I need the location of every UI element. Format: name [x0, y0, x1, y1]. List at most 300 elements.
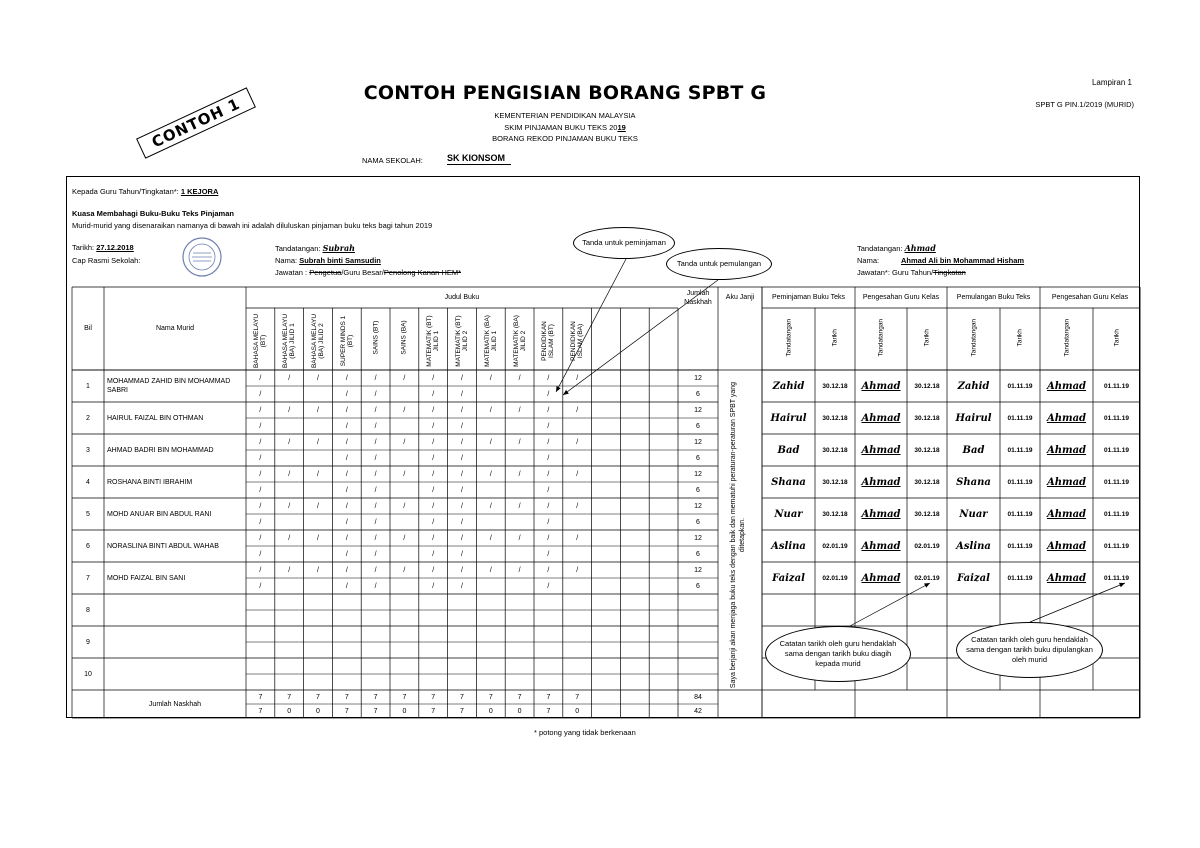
header-signature-1: Tandatangan — [784, 318, 792, 357]
total-return-cell: 0 — [287, 707, 292, 715]
footnote: * potong yang tidak berkenaan — [534, 728, 636, 737]
return-mark: / — [374, 390, 377, 398]
row-bil: 8 — [86, 606, 90, 614]
borrow-mark: / — [345, 470, 348, 478]
row-total-borrow: 12 — [694, 374, 702, 382]
borrow-mark: / — [576, 470, 579, 478]
borrow-mark: / — [317, 534, 319, 542]
row-total-borrow: 12 — [694, 438, 702, 446]
return-mark: / — [461, 454, 463, 462]
borrow-mark: / — [461, 374, 463, 382]
student-name: NORASLINA BINTI ABDUL WAHAB — [107, 542, 219, 550]
borrow-mark: / — [547, 406, 550, 414]
borrow-mark: / — [432, 502, 435, 510]
return-date: 01.11.19 — [1007, 510, 1033, 518]
header-date-4: Tarikh — [1112, 329, 1120, 347]
borrow-mark: / — [259, 374, 262, 382]
teacher-verify-signature: Ahmad — [861, 508, 901, 520]
header-signature-4: Tandatangan — [1062, 318, 1070, 357]
borrow-mark: / — [317, 470, 319, 478]
borrow-mark: / — [317, 438, 319, 446]
header-book-10: MATEMATIK (BA) JILID 2 — [512, 315, 527, 367]
role-prefix: Jawatan : — [275, 268, 308, 277]
student-borrow-signature: Faizal — [772, 572, 805, 584]
return-mark: / — [345, 518, 348, 526]
borrow-mark: / — [518, 566, 521, 574]
teacher-return-signature: Ahmad — [1046, 540, 1087, 552]
verify-date: 30.12.18 — [914, 382, 940, 390]
borrow-mark: / — [547, 534, 550, 542]
statement-label: Murid-murid yang disenaraikan namanya di bawah ini adalah diluluskan pinjaman buku teks bagi tahun 2019 — [72, 221, 433, 230]
borrow-mark: / — [461, 406, 463, 414]
return-verify-date: 01.11.19 — [1104, 542, 1129, 550]
stamp-label: Cap Rasmi Sekolah: — [72, 256, 141, 265]
total-return-cell: 0 — [575, 707, 580, 715]
borrow-mark: / — [288, 406, 291, 414]
return-mark: / — [374, 486, 377, 494]
return-mark: / — [432, 454, 435, 462]
total-return-cell: 7 — [431, 707, 436, 715]
borrow-mark: / — [288, 502, 291, 510]
return-date-note: Catatan tarikh oleh guru hendaklah sama dengan tarikh buku dipulangkan oleh murid — [956, 622, 1103, 678]
role-struck-1: Pengetua — [309, 268, 342, 277]
to-value: 1 KEJORA — [180, 187, 219, 196]
row-total-return: 6 — [696, 454, 700, 462]
student-name: ROSHANA BINTI IBRAHIM — [107, 478, 193, 486]
verify-date: 02.01.19 — [914, 542, 940, 550]
return-date: 01.11.19 — [1007, 414, 1033, 422]
promise-text: Saya berjanji akan menjaga buku teks dengan baik dan mematuhi peraturan-peraturan SPBT yang ditetapkan. — [730, 381, 746, 689]
student-borrow-signature: Nuar — [774, 508, 803, 520]
borrow-mark: / — [403, 374, 406, 382]
role2-prefix: Jawatan*: Guru Tahun/ — [857, 268, 934, 277]
borrow-mark: / — [345, 374, 348, 382]
header-group-2: Pengesahan Guru Kelas — [862, 294, 940, 301]
header-group-3: Pemulangan Buku Teks — [956, 294, 1031, 301]
borrow-mark: / — [576, 566, 579, 574]
date-value: 27.12.2018 — [96, 243, 134, 252]
student-return-signature: Aslina — [956, 540, 991, 552]
borrow-mark: / — [374, 438, 377, 446]
return-mark: / — [547, 390, 550, 398]
return-mark: / — [259, 582, 262, 590]
student-return-signature: Faizal — [957, 572, 990, 584]
teacher-return-signature: Ahmad — [1046, 444, 1087, 456]
total-return-cell: 7 — [258, 707, 263, 715]
borrow-mark: / — [489, 470, 492, 478]
verify-date: 30.12.18 — [914, 446, 940, 454]
teacher-verify-signature: Ahmad — [861, 444, 901, 456]
student-name: HAIRUL FAIZAL BIN OTHMAN — [107, 414, 204, 422]
header-date-1: Tarikh — [831, 329, 839, 347]
return-mark-note: Tanda untuk pemulangan — [666, 248, 772, 280]
borrow-mark: / — [576, 534, 579, 542]
borrow-mark: / — [432, 566, 435, 574]
borrow-mark: / — [489, 534, 492, 542]
signature2-value: Ahmad — [904, 243, 936, 253]
name2-label: Nama: — [857, 256, 880, 265]
borrow-mark: / — [345, 502, 348, 510]
page-title: CONTOH PENGISIAN BORANG SPBT G — [363, 82, 767, 104]
teacher-verify-signature: Ahmad — [861, 572, 901, 584]
header-book-7: MATEMATIK (BT) JILID 1 — [426, 315, 441, 367]
borrow-mark: / — [317, 502, 319, 510]
total-borrow-cell: 7 — [344, 693, 349, 701]
return-mark: / — [547, 518, 550, 526]
header-group-1: Peminjaman Buku Teks — [771, 294, 846, 301]
total-return-cell: 0 — [517, 707, 522, 715]
return-mark: / — [432, 582, 435, 590]
total-return-cell: 7 — [373, 707, 378, 715]
row-bil: 6 — [86, 542, 90, 550]
borrow-mark: / — [403, 534, 406, 542]
borrow-mark: / — [288, 470, 291, 478]
student-borrow-signature: Hairul — [770, 412, 807, 424]
total-borrow-cell: 7 — [287, 693, 292, 701]
return-mark: / — [259, 390, 262, 398]
borrow-mark: / — [432, 406, 435, 414]
total-borrow-cell: 7 — [575, 693, 580, 701]
row-bil: 7 — [86, 574, 90, 582]
scheme-year: 19 — [617, 123, 626, 132]
date-label: Tarikh: — [72, 243, 95, 252]
row-total-return: 6 — [696, 550, 700, 558]
borrow-mark: / — [489, 374, 492, 382]
return-mark: / — [461, 390, 463, 398]
return-mark: / — [432, 550, 435, 558]
student-name: AHMAD BADRI BIN MOHAMMAD — [107, 446, 214, 454]
borrow-date: 30.12.18 — [822, 382, 848, 390]
total-return-cell: 0 — [402, 707, 407, 715]
student-return-signature: Bad — [962, 444, 985, 456]
borrow-mark: / — [345, 534, 348, 542]
return-mark: / — [259, 422, 262, 430]
borrow-mark: / — [461, 534, 463, 542]
student-return-signature: Shana — [956, 476, 991, 488]
teacher-return-signature: Ahmad — [1046, 412, 1087, 424]
return-verify-date: 01.11.19 — [1104, 574, 1129, 582]
return-verify-date: 01.11.19 — [1104, 414, 1129, 422]
name-label: Nama: — [275, 256, 298, 265]
header-book-1: BAHASA MELAYU (BT) — [253, 313, 268, 369]
borrow-date: 30.12.18 — [822, 510, 848, 518]
borrow-mark-note: Tanda untuk peminjaman — [573, 227, 675, 259]
student-borrow-signature: Bad — [777, 444, 800, 456]
row-total-return: 6 — [696, 422, 700, 430]
student-borrow-signature: Shana — [771, 476, 806, 488]
borrow-mark: / — [317, 374, 319, 382]
ministry-label: KEMENTERIAN PENDIDIKAN MALAYSIA — [494, 111, 636, 120]
return-mark: / — [345, 550, 348, 558]
borrow-mark: / — [518, 438, 521, 446]
borrow-mark: / — [403, 438, 406, 446]
return-mark: / — [374, 454, 377, 462]
borrow-mark: / — [576, 438, 579, 446]
return-mark: / — [547, 422, 550, 430]
teacher-verify-signature: Ahmad — [861, 412, 901, 424]
borrow-mark: / — [403, 470, 406, 478]
total-borrow-cell: 7 — [258, 693, 263, 701]
return-mark: / — [259, 454, 262, 462]
total-borrow-cell: 7 — [402, 693, 407, 701]
borrow-mark: / — [259, 534, 262, 542]
name-value: Subrah binti Samsudin — [299, 256, 381, 265]
borrow-mark: / — [345, 406, 348, 414]
return-mark: / — [461, 486, 463, 494]
return-mark: / — [374, 582, 377, 590]
return-mark: / — [345, 422, 348, 430]
borrow-mark: / — [288, 374, 291, 382]
borrow-mark: / — [288, 534, 291, 542]
return-mark: / — [432, 390, 435, 398]
row-bil: 9 — [86, 638, 90, 646]
header-book-3: BAHASA MELAYU (BA) JILID 2 — [311, 313, 325, 369]
row-total-borrow: 12 — [694, 502, 702, 510]
return-mark: / — [547, 550, 550, 558]
return-mark: / — [374, 550, 377, 558]
borrow-mark: / — [547, 470, 550, 478]
row-bil: 3 — [86, 446, 90, 454]
borrow-mark: / — [374, 470, 377, 478]
borrow-mark: / — [461, 438, 463, 446]
student-name: MOHAMMAD ZAHID BIN MOHAMMAD SABRI — [107, 378, 231, 394]
header-date-3: Tarikh — [1016, 329, 1024, 347]
borrow-mark: / — [259, 438, 262, 446]
teacher-verify-signature: Ahmad — [861, 540, 901, 552]
return-date: 01.11.19 — [1007, 382, 1033, 390]
arrow-head — [563, 390, 569, 395]
borrow-mark: / — [259, 566, 262, 574]
verify-date: 30.12.18 — [914, 510, 940, 518]
school-label: NAMA SEKOLAH: — [362, 156, 423, 165]
borrow-mark: / — [518, 502, 521, 510]
total-borrow-cell: 7 — [546, 693, 551, 701]
student-name: MOHD ANUAR BIN ABDUL RANI — [107, 510, 212, 518]
return-verify-date: 01.11.19 — [1104, 382, 1129, 390]
return-mark: / — [547, 582, 550, 590]
authority-label: Kuasa Membahagi Buku-Buku Teks Pinjaman — [72, 209, 234, 218]
borrow-mark: / — [489, 502, 492, 510]
borrow-mark: / — [374, 502, 377, 510]
return-mark: / — [461, 582, 463, 590]
total-return-cell: 7 — [460, 707, 464, 715]
borrow-mark: / — [288, 566, 291, 574]
borrow-date: 02.01.19 — [822, 542, 848, 550]
school-value: SK KIONSOM — [447, 153, 511, 165]
return-mark: / — [432, 518, 435, 526]
borrow-mark: / — [547, 438, 550, 446]
student-borrow-signature: Zahid — [772, 380, 805, 392]
signature-value: Subrah — [322, 243, 355, 253]
header-promise: Aku Janji — [725, 294, 755, 301]
name2-value: Ahmad Ali bin Mohammad Hisham — [901, 256, 1025, 265]
total-borrow-cell: 7 — [460, 693, 464, 701]
borrow-mark: / — [374, 374, 377, 382]
total-return-cell: 7 — [546, 707, 551, 715]
borrow-mark: / — [461, 502, 463, 510]
borrow-mark: / — [288, 438, 291, 446]
return-mark: / — [259, 550, 262, 558]
borrow-mark: / — [547, 566, 550, 574]
total-return-cell: 0 — [316, 707, 320, 715]
borrow-mark: / — [518, 470, 521, 478]
header-book-8: MATEMATIK (BT) JILID 2 — [455, 315, 469, 367]
return-date: 01.11.19 — [1007, 478, 1033, 486]
borrow-mark: / — [259, 406, 262, 414]
role-middle: /Guru Besar/ — [341, 268, 384, 277]
header-group-4: Pengesahan Guru Kelas — [1051, 294, 1129, 301]
teacher-return-signature: Ahmad — [1046, 508, 1087, 520]
row-total-borrow: 12 — [694, 470, 702, 478]
header-student-name: Nama Murid — [155, 325, 195, 332]
return-mark: / — [345, 582, 348, 590]
header-book-12: PENDIDIKAN ISLAM (BA) — [570, 321, 585, 361]
borrow-date: 30.12.18 — [822, 478, 848, 486]
total-borrow-cell: 7 — [517, 693, 522, 701]
row-bil: 5 — [86, 510, 90, 518]
teacher-return-signature: Ahmad — [1046, 572, 1087, 584]
signature2-label: Tandatangan: — [857, 244, 903, 253]
return-mark: / — [432, 422, 435, 430]
role-struck-2: Penolong Kanan HEM* — [383, 268, 461, 277]
header-signature-2: Tandatangan — [877, 318, 885, 357]
total-borrow-cell: 7 — [488, 693, 493, 701]
total-borrow-cell: 7 — [316, 693, 320, 701]
borrow-mark: / — [345, 438, 348, 446]
header-date-2: Tarikh — [923, 329, 931, 347]
borrow-date: 30.12.18 — [822, 446, 848, 454]
borrow-mark: / — [432, 438, 435, 446]
role2-struck: Tingkatan — [933, 268, 966, 277]
scheme-prefix: SKIM PINJAMAN BUKU TEKS 20 — [504, 123, 618, 132]
borrow-mark: / — [374, 534, 377, 542]
borrow-mark: / — [547, 502, 550, 510]
total-return-cell: 7 — [344, 707, 349, 715]
verify-date: 02.01.19 — [914, 574, 940, 582]
return-verify-date: 01.11.19 — [1104, 478, 1129, 486]
return-mark: / — [547, 454, 550, 462]
row-bil: 2 — [86, 414, 90, 422]
return-date: 01.11.19 — [1007, 542, 1033, 550]
header-book-9: MATEMATIK (BA) JILID 1 — [483, 315, 498, 367]
student-return-signature: Zahid — [957, 380, 990, 392]
header-book-2: BAHASA MELAYU (BA) JILID 1 — [282, 313, 297, 369]
header-book-4: SUPER MINDS 1 (BT) — [339, 315, 354, 367]
borrow-mark: / — [432, 534, 435, 542]
teacher-verify-signature: Ahmad — [861, 380, 901, 392]
total-borrow-cell: 7 — [431, 693, 436, 701]
student-name: MOHD FAIZAL BIN SANI — [107, 574, 186, 582]
teacher-return-signature: Ahmad — [1046, 380, 1087, 392]
header-bil: Bil — [84, 325, 92, 332]
borrow-mark: / — [576, 406, 579, 414]
borrow-mark: / — [576, 374, 579, 382]
header-book-5: SAINS (BT) — [372, 320, 380, 355]
borrow-mark: / — [461, 566, 463, 574]
return-mark: / — [259, 518, 262, 526]
borrow-mark: / — [432, 374, 435, 382]
borrow-mark: / — [576, 502, 579, 510]
row-total-borrow: 12 — [694, 534, 702, 542]
borrow-mark: / — [489, 438, 492, 446]
form-code: SPBT G PIN.1/2019 (MURID) — [1035, 100, 1134, 109]
signature-label: Tandatangan: — [275, 244, 321, 253]
row-bil: 1 — [86, 382, 90, 390]
return-mark: / — [345, 390, 348, 398]
row-total-return: 6 — [696, 486, 700, 494]
borrow-date: 02.01.19 — [822, 574, 848, 582]
return-mark: / — [461, 518, 463, 526]
borrow-mark: / — [345, 566, 348, 574]
total-label: Jumlah Naskhah — [148, 700, 202, 708]
borrow-mark: / — [547, 374, 550, 382]
student-return-signature: Nuar — [959, 508, 988, 520]
borrow-mark: / — [518, 406, 521, 414]
header-book-titles: Judul Buku — [444, 294, 480, 301]
teacher-verify-signature: Ahmad — [861, 476, 901, 488]
borrow-mark: / — [403, 502, 406, 510]
student-borrow-signature: Aslina — [771, 540, 806, 552]
return-mark: / — [547, 486, 550, 494]
row-bil: 10 — [84, 670, 92, 678]
header-signature-3: Tandatangan — [969, 318, 977, 357]
return-mark: / — [374, 422, 377, 430]
verify-date: 30.12.18 — [914, 478, 940, 486]
borrow-mark: / — [489, 566, 492, 574]
row-total-borrow: 12 — [694, 566, 702, 574]
return-mark: / — [345, 486, 348, 494]
borrow-mark: / — [432, 470, 435, 478]
row-total-return: 6 — [696, 518, 700, 526]
borrow-mark: / — [518, 374, 521, 382]
borrow-mark: / — [403, 566, 406, 574]
row-bil: 4 — [86, 478, 90, 486]
student-return-signature: Hairul — [955, 412, 992, 424]
row-total-return: 6 — [696, 582, 700, 590]
borrow-mark: / — [403, 406, 406, 414]
header-book-6: SAINS (BA) — [400, 320, 408, 355]
total-return-cell: 0 — [488, 707, 493, 715]
header-total-copies: Jumlah Naskhah — [684, 289, 712, 306]
borrow-mark: / — [461, 470, 463, 478]
grand-total-borrow: 84 — [694, 693, 702, 701]
borrow-mark: / — [374, 406, 377, 414]
return-mark: / — [461, 422, 463, 430]
borrow-mark: / — [317, 406, 319, 414]
return-mark: / — [259, 486, 262, 494]
borrow-mark: / — [259, 470, 262, 478]
form-name-label: BORANG REKOD PINJAMAN BUKU TEKS — [492, 134, 638, 143]
return-date: 01.11.19 — [1007, 574, 1033, 582]
borrow-mark: / — [374, 566, 377, 574]
borrow-mark: / — [259, 502, 262, 510]
header-book-11: PENDIDIKAN ISLAM (BT) — [541, 321, 556, 361]
borrow-mark: / — [317, 566, 319, 574]
total-borrow-cell: 7 — [373, 693, 378, 701]
example-stamp: CONTOH 1 — [136, 87, 256, 158]
return-mark: / — [374, 518, 377, 526]
return-date: 01.11.19 — [1007, 446, 1033, 454]
borrow-date: 30.12.18 — [822, 414, 848, 422]
return-mark: / — [345, 454, 348, 462]
return-mark: / — [432, 486, 435, 494]
borrow-mark: / — [518, 534, 521, 542]
row-total-return: 6 — [696, 390, 700, 398]
return-verify-date: 01.11.19 — [1104, 446, 1129, 454]
grand-total-return: 42 — [694, 707, 702, 715]
borrow-mark: / — [489, 406, 492, 414]
return-verify-date: 01.11.19 — [1104, 510, 1129, 518]
